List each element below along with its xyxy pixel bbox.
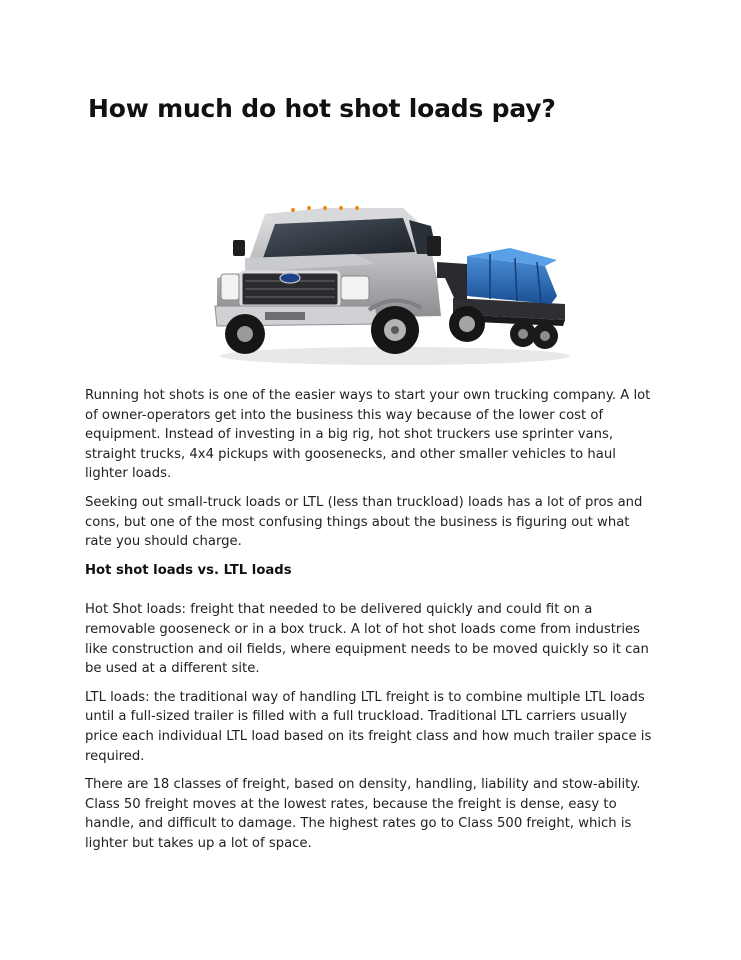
freight-classes-paragraph: There are 18 classes of freight, based on density, handling, liability and stow-ability. Class 50 freight moves at the lowest rates, because the freight is dense, easy to handle, and difficult to damage. The highest rates go to Class 500 freight, which is lighter but takes up a lot of space. [85,777,641,851]
ltl-loads-paragraph: LTL loads: the traditional way of handling LTL freight is to combine multiple LTL loads until a full-sized trailer is filled with a full truckload. Traditional LTL carriers usually price each individual LTL load based on its freight class and how much trailer space is required. [85,689,652,764]
pickup-truck-with-trailer-illustration [205,196,570,368]
page-title: How much do hot shot loads pay? [88,94,556,123]
hero-image [205,196,570,368]
intro-paragraph-1: Running hot shots is one of the easier ways to start your own trucking company. A lot of owner-operators get into the business this way because of the lower cost of equipment. Instead of investing in a big rig, hot shot truckers use sprinter vans, straight trucks, 4x4 pickups with goosenecks, and other smaller vehicles to haul lighter loads. [85,388,651,482]
article-body [85,386,655,862]
intro-paragraph-2: Seeking out small-truck loads or LTL (less than truckload) loads has a lot of pros and cons, but one of the most confusing things about the business is figuring out what rate you should charge. [85,494,643,550]
hot-shot-loads-paragraph: Hot Shot loads: freight that needed to be delivered quickly and could fit on a removable gooseneck or in a box truck. A lot of hot shot loads come from industries like construction and oil fields, where equipment needs to be moved quickly so it can be used at a different site. [85,602,649,677]
section-heading: Hot shot loads vs. LTL loads [85,562,292,578]
